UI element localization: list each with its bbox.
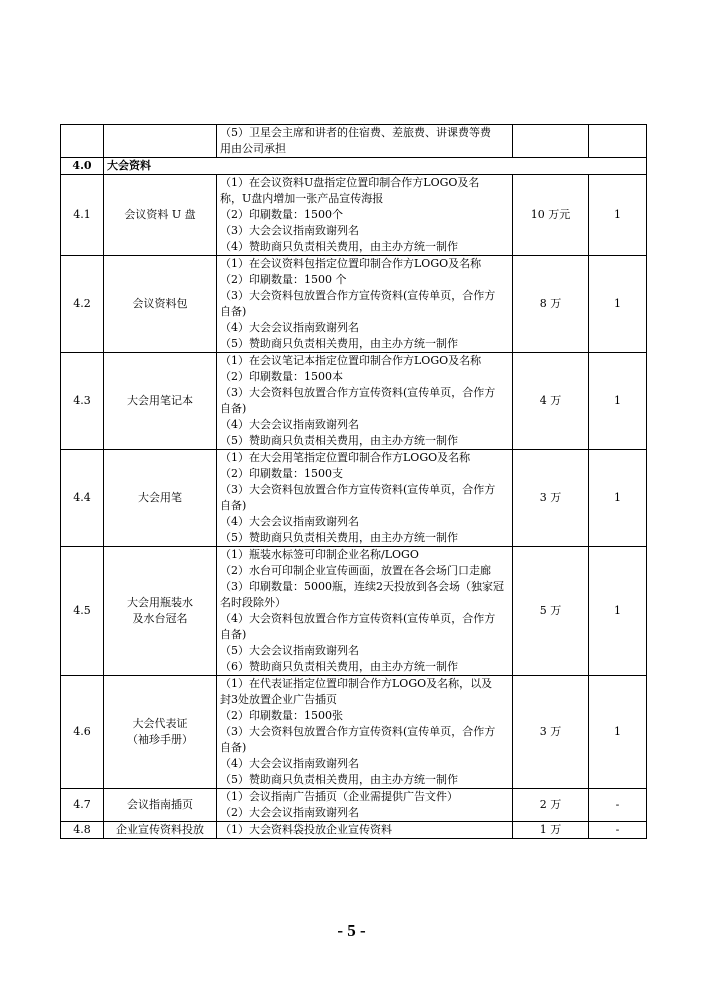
desc-line: （1）在会议资料包指定位置印制合作方LOGO及名称 [220,257,482,270]
item-price: 2 万 [513,789,589,822]
desc-line: （1）大会资料袋投放企业宣传资料 [220,823,392,836]
section-title: 大会资料 [104,158,647,175]
desc-line: （2）印刷数量：1500个 [220,208,343,221]
desc-line: （3）大会资料包放置合作方宣传资料(宣传单页，合作方 [220,289,496,302]
desc-line: 自备) [220,628,247,641]
desc-line: （4）大会会议指南致谢列名 [220,321,359,334]
desc-line: 称，U盘内增加一张产品宣传海报 [220,192,384,205]
item-quantity: 1 [589,547,647,676]
item-name-cell [104,547,217,676]
desc-line: （2）印刷数量：1500张 [220,709,343,722]
desc-line: （1）瓶装水标签可印制企业名称/LOGO [220,548,419,561]
section-header-row [61,158,647,175]
table-row [61,450,647,547]
desc-line: （4）大会会议指南致谢列名 [220,757,359,770]
desc-line: （2）印刷数量：1500 个 [220,273,347,286]
item-name: 企业宣传资料投放 [116,823,204,836]
item-number: 4.6 [61,676,104,789]
item-name-cell [104,822,217,839]
continuation-desc-cell [217,125,513,158]
item-number: 4.8 [61,822,104,839]
desc-line: 自备) [220,741,247,754]
item-description-cell [217,547,513,676]
desc-line: 用由公司承担 [220,142,286,155]
item-number: 4.2 [61,256,104,353]
desc-line: （5）大会会议指南致谢列名 [220,644,359,657]
continuation-num-cell [61,125,104,158]
item-quantity: 1 [589,353,647,450]
desc-line: （5）卫星会主席和讲者的住宿费、差旅费、讲课费等费 [220,126,491,139]
item-name-cell [104,450,217,547]
table-row [61,547,647,676]
desc-line: （3）印刷数量：5000瓶，连续2天投放到各会场（独家冠 [220,580,504,593]
continuation-price-cell [513,125,589,158]
desc-line: （2）大会会议指南致谢列名 [220,806,359,819]
continuation-name-cell [104,125,217,158]
item-quantity: 1 [589,450,647,547]
item-name: 大会用笔记本 [127,394,193,407]
desc-line: （4）大会资料包放置合作方宣传资料(宣传单页，合作方 [220,612,496,625]
desc-line: （4）赞助商只负责相关费用，由主办方统一制作 [220,240,458,253]
sponsorship-table [60,124,647,839]
item-name: 会议资料包 [132,297,188,310]
desc-line: （5）赞助商只负责相关费用，由主办方统一制作 [220,434,458,447]
continuation-qty-cell [589,125,647,158]
desc-line: （1）在会议笔记本指定位置印制合作方LOGO及名称 [220,354,482,367]
item-description-cell [217,450,513,547]
desc-line: （2）印刷数量：1500本 [220,370,343,383]
item-number: 4.1 [61,175,104,256]
table-row [61,676,647,789]
desc-line: （4）大会会议指南致谢列名 [220,515,359,528]
item-description-cell [217,353,513,450]
item-description-cell [217,676,513,789]
item-name: 大会代表证 [132,717,188,730]
item-name: 大会用瓶装水 [127,596,193,609]
item-name: （袖珍手册） [127,733,193,746]
item-price: 3 万 [513,450,589,547]
desc-line: 封3处放置企业广告插页 [220,693,337,706]
desc-line: （1）在大会用笔指定位置印制合作方LOGO及名称 [220,451,471,464]
item-quantity: 1 [589,256,647,353]
item-description-cell [217,256,513,353]
desc-line: 自备) [220,402,247,415]
item-price: 8 万 [513,256,589,353]
desc-line: （3）大会资料包放置合作方宣传资料(宣传单页，合作方 [220,386,496,399]
item-name: 会议资料 U 盘 [124,208,196,221]
desc-line: 自备) [220,305,247,318]
table-row [61,256,647,353]
item-quantity: - [589,822,647,839]
desc-line: （1）在代表证指定位置印制合作方LOGO及名称，以及 [220,677,493,690]
item-name-cell [104,175,217,256]
item-quantity: - [589,789,647,822]
section-number: 4.0 [61,158,104,175]
item-name: 会议指南插页 [127,798,193,811]
item-price: 5 万 [513,547,589,676]
item-number: 4.5 [61,547,104,676]
item-description-cell [217,789,513,822]
desc-line: （2）印刷数量：1500支 [220,467,343,480]
item-quantity: 1 [589,676,647,789]
item-price: 4 万 [513,353,589,450]
item-number: 4.7 [61,789,104,822]
item-name: 大会用笔 [138,491,182,504]
item-name-cell [104,256,217,353]
item-number: 4.4 [61,450,104,547]
desc-line: （5）赞助商只负责相关费用，由主办方统一制作 [220,773,458,786]
table-row [61,175,647,256]
continuation-row [61,125,647,158]
desc-line: （1）在会议资料U盘指定位置印制合作方LOGO及名 [220,176,480,189]
item-price: 3 万 [513,676,589,789]
item-quantity: 1 [589,175,647,256]
page-number: - 5 - [337,921,366,940]
item-name-cell [104,676,217,789]
item-number: 4.3 [61,353,104,450]
desc-line: （1）会议指南广告插页（企业需提供广告文件） [220,790,458,803]
desc-line: （3）大会会议指南致谢列名 [220,224,359,237]
table-row [61,353,647,450]
desc-line: （3）大会资料包放置合作方宣传资料(宣传单页，合作方 [220,483,496,496]
desc-line: 名时段除外） [220,596,286,609]
table-row [61,822,647,839]
item-name: 及水台冠名 [132,612,188,625]
item-price: 10 万元 [513,175,589,256]
item-price: 1 万 [513,822,589,839]
item-name-cell [104,789,217,822]
desc-line: （5）赞助商只负责相关费用，由主办方统一制作 [220,531,458,544]
desc-line: （4）大会会议指南致谢列名 [220,418,359,431]
item-description-cell [217,175,513,256]
table-row [61,789,647,822]
desc-line: （2）水台可印制企业宣传画面，放置在各会场门口走廊 [220,564,491,577]
desc-line: 自备) [220,499,247,512]
desc-line: （3）大会资料包放置合作方宣传资料(宣传单页，合作方 [220,725,496,738]
desc-line: （5）赞助商只负责相关费用，由主办方统一制作 [220,337,458,350]
desc-line: （6）赞助商只负责相关费用，由主办方统一制作 [220,660,458,673]
item-name-cell [104,353,217,450]
item-description-cell [217,822,513,839]
